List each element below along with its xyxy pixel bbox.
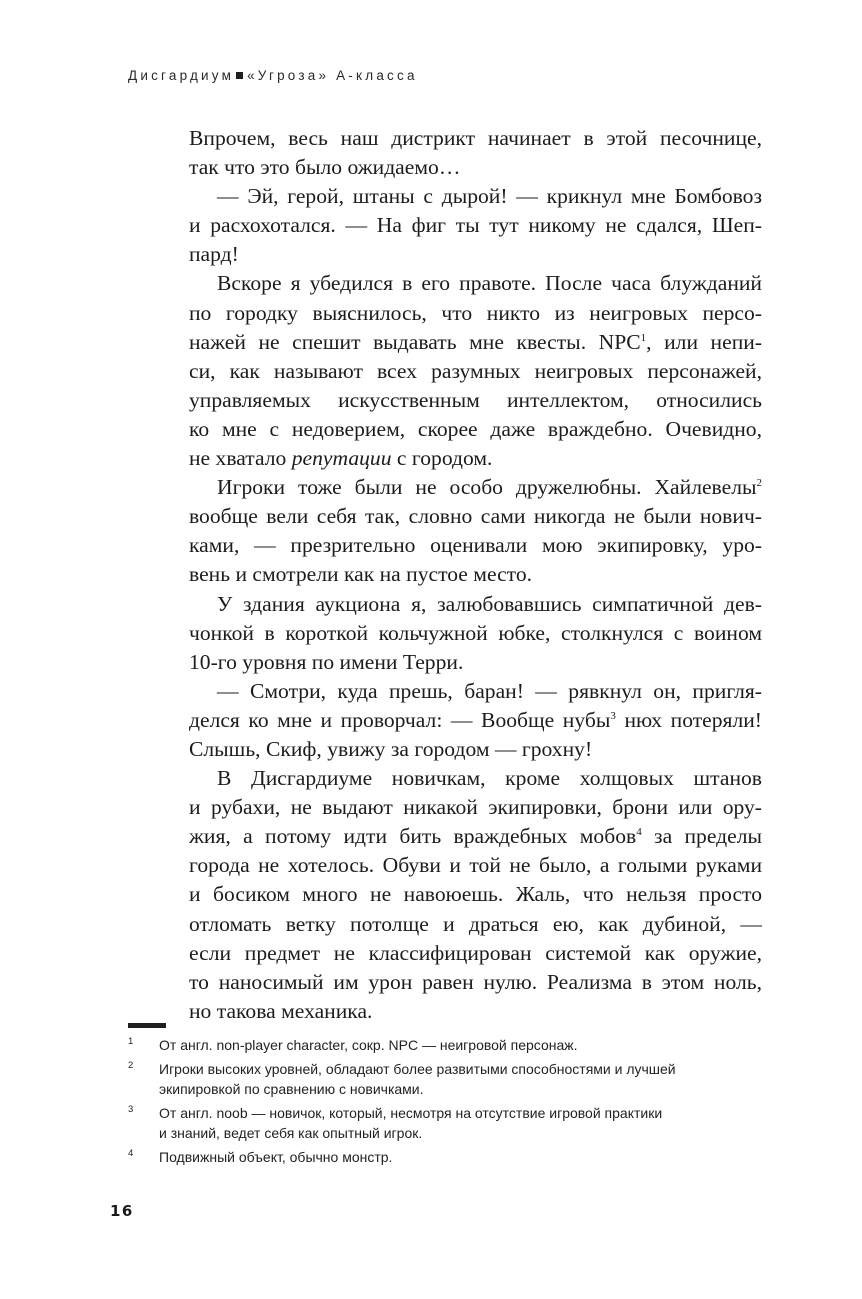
text-line: Вскоре я убедился в его правоте. После часа блужданий [217,271,762,296]
book-title: Дисгардиум [128,68,235,83]
main-text [189,124,762,1026]
footnote-ref: 3 [610,709,616,722]
separator-square-icon [236,72,243,79]
footnote-text: От англ. non-player character, сокр. NPC — неигровой персонаж. [159,1037,578,1053]
text-line: си, как называют всех разумных неигровых персонажей, [189,358,762,383]
text-line: вень и смотрели как на пустое место. [189,562,533,587]
footnote-divider [128,1023,166,1028]
text-line: В Дисгардиуме новичкам, кроме холщовых штанов [217,766,762,791]
footnote [128,1147,768,1168]
text-line: нажей не спешит выдавать мне квесты. NPC$^1$, или непи- [189,329,762,354]
text-line: Впрочем, весь наш дистрикт начинает в этой песочнице, [189,126,762,150]
footnote-ref: 4 [636,826,642,839]
footnote-text: и знаний, ведет себя как опытный игрок. [159,1125,423,1141]
text-line: вообще вели себя так, словно сами никогда не были нович- [189,504,762,529]
text-line: если предмет не классифицирован системой как оружие, [189,940,762,965]
footnote-text: экипировкой по сравнению с новичками. [159,1081,424,1097]
italic-term: репутации [291,446,392,471]
text-line: пард! [189,242,239,267]
text-line: и расхохотался. — На фиг ты тут никому не сдался, Шеп- [189,213,762,238]
footnote-number: 3 [128,1103,134,1115]
footnote [128,1103,768,1144]
footnote-text: Игроки высоких уровней, обладают более развитыми способностями и лучшей [159,1060,676,1077]
text-line: Игроки тоже были не особо дружелюбны. Хайлевелы$^2$ [217,475,762,500]
footnote-text: Подвижный объект, обычно монстр. [159,1148,393,1165]
text-line: так что это было ожидаемо… [189,155,461,180]
book-subtitle: «Угроза» А-класса [247,68,418,83]
text-line: то наносимый им урон равен нулю. Реализма в этом ноль, [189,969,762,994]
text-line: и босиком много не навоюешь. Жаль, что нельзя просто [189,882,762,907]
text-line: управляемых искусственным интеллектом, относились [189,387,762,412]
text-line: Слышь, Скиф, увижу за городом — грохну! [189,736,593,761]
footnote [128,1035,768,1056]
text-line: но такова механика. [189,998,373,1023]
text-line: чонкой в короткой кольчужной юбке, столкнулся с воином [189,620,762,645]
footnote-ref: 1 [640,331,647,344]
text-line: и рубахи, не выдают никакой экипировки, брони или ору- [189,795,762,820]
text-line: по городку выяснилось, что никто из неигровых персо- [189,300,762,325]
text-line: не хватало репутации с городом. [189,446,493,471]
footnote-text: От англ. noob — новичок, который, несмотря на отсутствие игровой практики [159,1104,663,1121]
footnote-number: 2 [128,1059,134,1071]
page-number: 16 [110,1202,134,1220]
footnote-number: 1 [128,1036,134,1047]
footnotes [128,1035,768,1170]
footnote-ref: 2 [756,477,762,490]
text-line: делся ко мне и проворчал: — Вообще нубы$^3$ нюх потеряли! [189,707,762,732]
text-line: города не хотелось. Обуви и той не было, а голыми руками [189,853,762,878]
footnote-number: 4 [128,1147,134,1159]
text-line: У здания аукциона я, залюбовавшись симпатичной дев- [217,591,762,616]
text-line: ко мне с недоверием, скорее даже враждебно. Очевидно, [189,416,762,441]
text-line: отломать ветку потолще и драться ею, как дубиной, — [189,911,762,936]
text-line: — Смотри, куда прешь, баран! — рявкнул он, пригля- [217,678,762,703]
text-line: жия, а потому идти бить враждебных мобов$^4$ за пределы [189,824,762,849]
text-line: 10-го уровня по имени Терри. [189,649,464,674]
footnote [128,1059,768,1100]
text-line: — Эй, герой, штаны с дырой! — крикнул мне Бомбовоз [217,184,762,209]
running-header [128,68,418,83]
text-line: ками, — презрительно оценивали мою экипировку, уро- [189,533,762,558]
